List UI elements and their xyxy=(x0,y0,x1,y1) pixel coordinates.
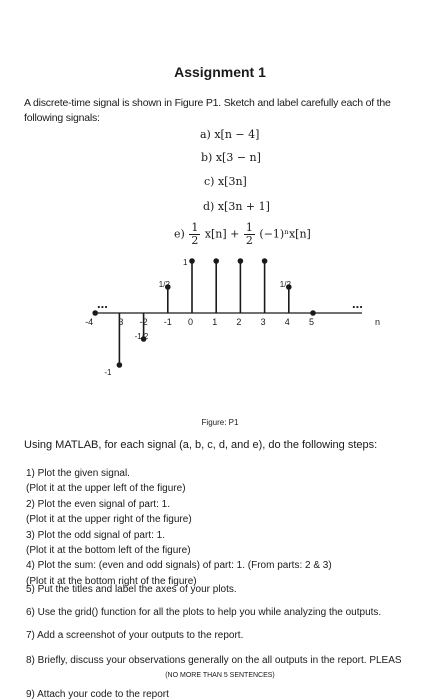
stem-marker xyxy=(92,310,98,316)
tick-label: 3 xyxy=(260,317,266,327)
x-axis-label: n xyxy=(375,317,381,327)
stem-marker xyxy=(262,258,268,264)
stem-plot xyxy=(85,258,380,377)
step-9: 9) Attach your code to the report xyxy=(26,689,169,700)
stem-marker xyxy=(238,258,244,264)
stem-marker xyxy=(310,310,316,316)
stem-plot-figure xyxy=(0,255,440,410)
value-label: 1 xyxy=(183,258,188,267)
page-title: Assignment 1 xyxy=(174,64,266,80)
step-line: 4) Plot the sum: (even and odd signals) of part: 1. (From parts: 2 & 3) xyxy=(26,560,332,572)
tick-label: 2 xyxy=(236,317,242,327)
tick-label: 0 xyxy=(188,317,194,327)
step-line: (Plot it at the upper right of the figure) xyxy=(26,514,192,526)
part-c: c) x[3n] xyxy=(204,175,247,188)
part-b: b) x[3 − n] xyxy=(201,151,261,164)
fraction-half: $\frac{1}{2}$ xyxy=(191,221,199,247)
tick-label: 1 xyxy=(212,317,218,327)
tick-label: 5 xyxy=(309,317,315,327)
tick-label: -1 xyxy=(163,317,172,327)
tick-label: 4 xyxy=(284,317,290,327)
part-d: d) x[3n + 1] xyxy=(203,200,270,213)
step-line: 1) Plot the given signal. xyxy=(26,468,130,479)
step-5: 5) Put the titles and label the axes of your plots. xyxy=(26,584,237,595)
step-line: (Plot it at the bottom left of the figure) xyxy=(26,545,191,557)
step-line: (Plot it at the upper left of the figure) xyxy=(26,483,186,495)
value-label: 1/2 xyxy=(158,280,170,289)
steps-heading: Using MATLAB, for each signal (a, b, c, d, and e), do the following steps: xyxy=(24,439,378,451)
right-ellipsis: ... xyxy=(352,296,363,311)
tick-label: -4 xyxy=(85,317,94,327)
value-label: -1 xyxy=(104,368,112,377)
sentence-limit-note: (NO MORE THAN 5 SENTENCES) xyxy=(165,672,275,679)
figure-caption: Figure: P1 xyxy=(201,418,239,427)
step-6: 6) Use the grid() function for all the plots to help you while analyzing the outputs. xyxy=(26,607,382,618)
step-line: 3) Plot the odd signal of part: 1. xyxy=(26,529,165,541)
stem-marker xyxy=(117,362,123,368)
fraction-half: $\frac{1}{2}$ xyxy=(245,221,253,247)
stem-marker xyxy=(213,258,219,264)
part-e-term1: x[n] + xyxy=(204,227,240,241)
tick-label: -2 xyxy=(139,317,148,327)
part-e-term2: (−1)ⁿx[n] xyxy=(259,227,311,241)
part-a: a) x[n − 4] xyxy=(200,128,260,141)
step-7: 7) Add a screenshot of your outputs to the report. xyxy=(26,630,244,641)
intro-paragraph: A discrete-time signal is shown in Figure P1. Sketch and label carefully each of the following signals: xyxy=(24,97,391,124)
tick-label: 3 xyxy=(118,317,124,327)
value-label: 1/2 xyxy=(279,280,291,289)
step-8: 8) Briefly, discuss your observations generally on the all outputs in the report. PLEAS xyxy=(26,655,402,666)
part-e xyxy=(174,222,311,247)
left-ellipsis: ... xyxy=(97,296,108,311)
stem-marker xyxy=(189,258,195,264)
part-e-prefix: e) xyxy=(174,227,185,241)
step-line: 2) Plot the even signal of part: 1. xyxy=(26,498,170,510)
steps-list xyxy=(26,466,438,589)
step-line: (Plot it at the bottom right of the figure) xyxy=(26,575,197,587)
value-label: -1/2 xyxy=(134,332,149,341)
